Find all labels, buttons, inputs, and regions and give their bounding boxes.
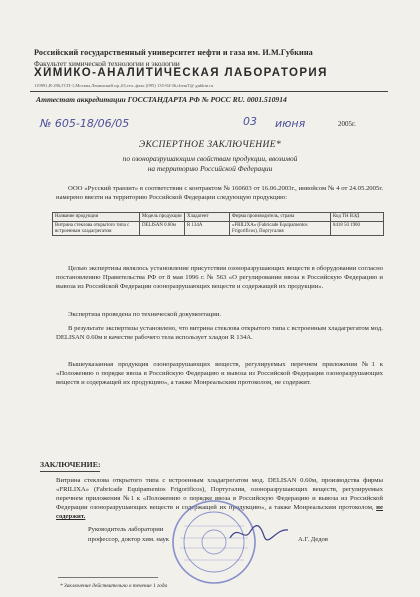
table-row bbox=[53, 221, 384, 236]
document-title: ЭКСПЕРТНОЕ ЗАКЛЮЧЕНИЕ* bbox=[138, 140, 282, 150]
table-header-cell: Фирма производитель, страна bbox=[230, 213, 331, 222]
conclusion-end: не содержит. bbox=[56, 504, 383, 521]
table-cell: Витрина стеклова открытого типа с встроенным хладагрегатом bbox=[53, 221, 140, 236]
table-header-row bbox=[53, 213, 384, 222]
product-table bbox=[52, 212, 384, 236]
table-cell: 8418 50 1900 bbox=[331, 221, 384, 236]
signature-role-1: Руководитель лаборатории bbox=[88, 526, 164, 533]
method-paragraph: Экспертиза проведена по технической документации. bbox=[68, 311, 222, 318]
table-header-cell: Модель продукции bbox=[140, 213, 185, 222]
conclusion-underline bbox=[40, 471, 100, 472]
faculty-name: Факультет химической технологии и экологии bbox=[34, 59, 180, 68]
handwritten-signature bbox=[228, 522, 290, 544]
document-subtitle-1: по озоноразрушающим свойствам продукции, ввозимой bbox=[122, 154, 298, 163]
table-cell: «FRILIXA» (Fabricade Equipamentos Frigorificos), Португалия bbox=[230, 221, 331, 236]
document-subtitle-2: на территорию Российской Федерации bbox=[147, 164, 273, 173]
table-header-cell: Код ТН ВЭД bbox=[331, 213, 384, 222]
doc-date-month: июня bbox=[275, 117, 306, 130]
lab-name: ХИМИКО-АНАЛИТИЧЕСКАЯ ЛАБОРАТОРИЯ bbox=[34, 67, 328, 79]
table-header-cell: Название продукции bbox=[53, 213, 140, 222]
result-paragraph: В результате экспертизы установлено, что витрина стеклова открытого типа с встроенным хладагрегатом мод. DELISAN 0.60м в качестве рабочего тела использует хладон R 134A. bbox=[56, 325, 383, 342]
conclusion-text: Витрина стеклова открытого типа с встроенным хладагрегатом мод. DELISAN 0.60м, производства фирмы «FRILIXA» (Fabricade Equipamentos Frigorificos), Португалия, озоноразрушающих веществ, регулируемых перечнем приложения №1 к «Положению о порядке ввоза в Российскую Федерацию и вывоза из Российской Федерации озоноразрушающих веществ и содержащей их продукцию», а также Монреальским протоколом, bbox=[56, 477, 383, 512]
doc-date-year: 2005г. bbox=[338, 120, 356, 128]
accreditation-line: Аттестат аккредитации ГОССТАНДАРТА РФ № РОСС RU. 0001.510914 bbox=[36, 95, 287, 104]
signature-name: А.Г. Дедов bbox=[298, 536, 328, 543]
conclusion-heading: ЗАКЛЮЧЕНИЕ: bbox=[40, 460, 101, 469]
lab-address: 119991,В-296,ГСП-1,Москва,Ленинский пр.,65,тел.,факс (095) 135-84-36,chemT@ gubkin.ru bbox=[34, 83, 214, 88]
footnote: * Заключение действительно в течение 1 года bbox=[60, 583, 168, 589]
table-cell: DELISAN 0.60м bbox=[140, 221, 185, 236]
table-cell: R 134A bbox=[185, 221, 230, 236]
footnote-rule bbox=[58, 577, 158, 578]
doc-date-day: 03 bbox=[243, 115, 257, 128]
doc-number: № 605-18/06/05 bbox=[40, 117, 130, 130]
university-name: Российский государственный университет нефти и газа им. И.М.Губкина bbox=[34, 48, 313, 57]
intro-paragraph: ООО «Русский транзит» в соответствии с контрактом № 160603 от 16.06.2003г., инвойсом № 4 от 24.05.2005г. намерено ввезти на территорию Российской Федерации следующую продукцию: bbox=[56, 185, 383, 202]
table-header-cell: Хладагент bbox=[185, 213, 230, 222]
compliance-paragraph: Вышеуказанная продукция озоноразрушающих веществ, регулируемых перечнем приложения №1 к «Положению о порядке ввоза в Российскую Федерацию и вывоза из Российской Федерации озоноразрушающих веществ и содержащей их продукцию», а также Монреальским протоколом, не содержит. bbox=[56, 361, 383, 387]
purpose-paragraph: Целью экспертизы являлось установление присутствия озоноразрушающих веществ в оборудовании согласно постановлению Правительства РФ от 8 мая 1996 г. № 563 «О регулировании ввоза в Российскую Федерацию и вывоза из Российской Федерации озоноразрушающих веществ и содержащей их продукции». bbox=[56, 265, 383, 291]
header-rule bbox=[30, 91, 388, 92]
signature-role-2: профессор, доктор хим. наук bbox=[88, 536, 169, 543]
